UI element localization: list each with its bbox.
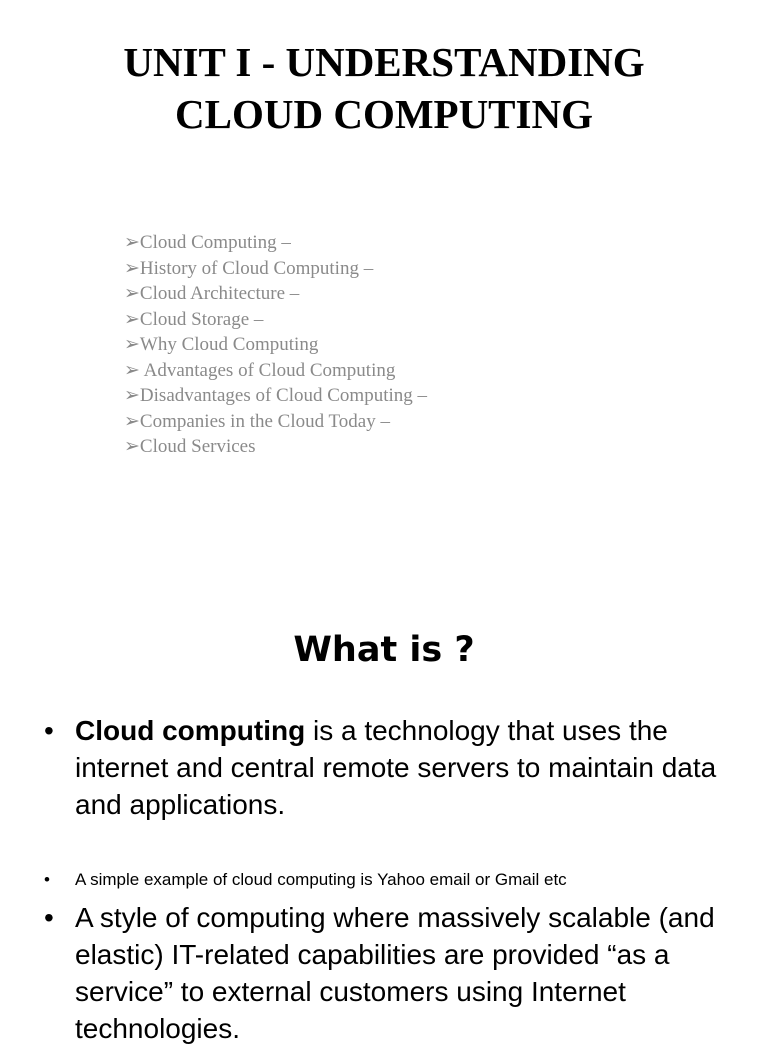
definition-bullets	[44, 712, 734, 1047]
slide-definition	[0, 560, 768, 1044]
topic-item: ➢Cloud Services	[124, 436, 256, 457]
bullet-text: A style of computing where massively scalable (and elastic) IT-related capabilities are provided “as a service” to external customers using Internet technologies.	[75, 902, 715, 1044]
topic-item: ➢History of Cloud Computing –	[124, 257, 374, 279]
bullet-item	[44, 869, 734, 891]
arrow-bullet-icon: ➢	[124, 385, 140, 406]
bullet-item	[44, 899, 734, 1047]
bullet-dot-icon: •	[44, 902, 54, 933]
arrow-bullet-icon: ➢	[124, 308, 140, 330]
topic-item: ➢Cloud Storage –	[124, 308, 264, 330]
bullet-dot-icon: •	[44, 715, 54, 746]
title-line-1: UNIT I - UNDERSTANDING	[123, 39, 645, 85]
topic-item: ➢ Advantages of Cloud Computing	[124, 359, 396, 381]
arrow-bullet-icon: ➢	[124, 410, 140, 432]
arrow-bullet-icon: ➢	[124, 232, 140, 253]
topic-list	[124, 230, 427, 460]
arrow-bullet-icon: ➢	[124, 283, 140, 304]
arrow-bullet-icon: ➢	[124, 359, 140, 381]
topic-item: ➢Cloud Computing –	[124, 232, 291, 253]
bullet-item	[44, 712, 734, 823]
arrow-bullet-icon: ➢	[124, 257, 140, 279]
topic-item: ➢Disadvantages of Cloud Computing –	[124, 385, 428, 406]
bullet-dot-icon: •	[44, 870, 50, 889]
topic-item: ➢Companies in the Cloud Today –	[124, 410, 390, 432]
topic-item: ➢Why Cloud Computing	[124, 334, 319, 355]
slide-title-heading	[0, 36, 768, 140]
arrow-bullet-icon: ➢	[124, 334, 140, 355]
bullet-text: A simple example of cloud computing is Yahoo email or Gmail etc	[75, 870, 567, 889]
arrow-bullet-icon: ➢	[124, 436, 140, 457]
slide-definition-heading: What is ?	[293, 630, 475, 670]
bullet-bold-term: Cloud computing	[75, 715, 306, 746]
bullet-text: is a technology that uses the internet and central remote servers to maintain data and applications.	[75, 715, 717, 820]
topic-item: ➢Cloud Architecture –	[124, 283, 300, 304]
title-line-2: CLOUD COMPUTING	[175, 91, 593, 137]
